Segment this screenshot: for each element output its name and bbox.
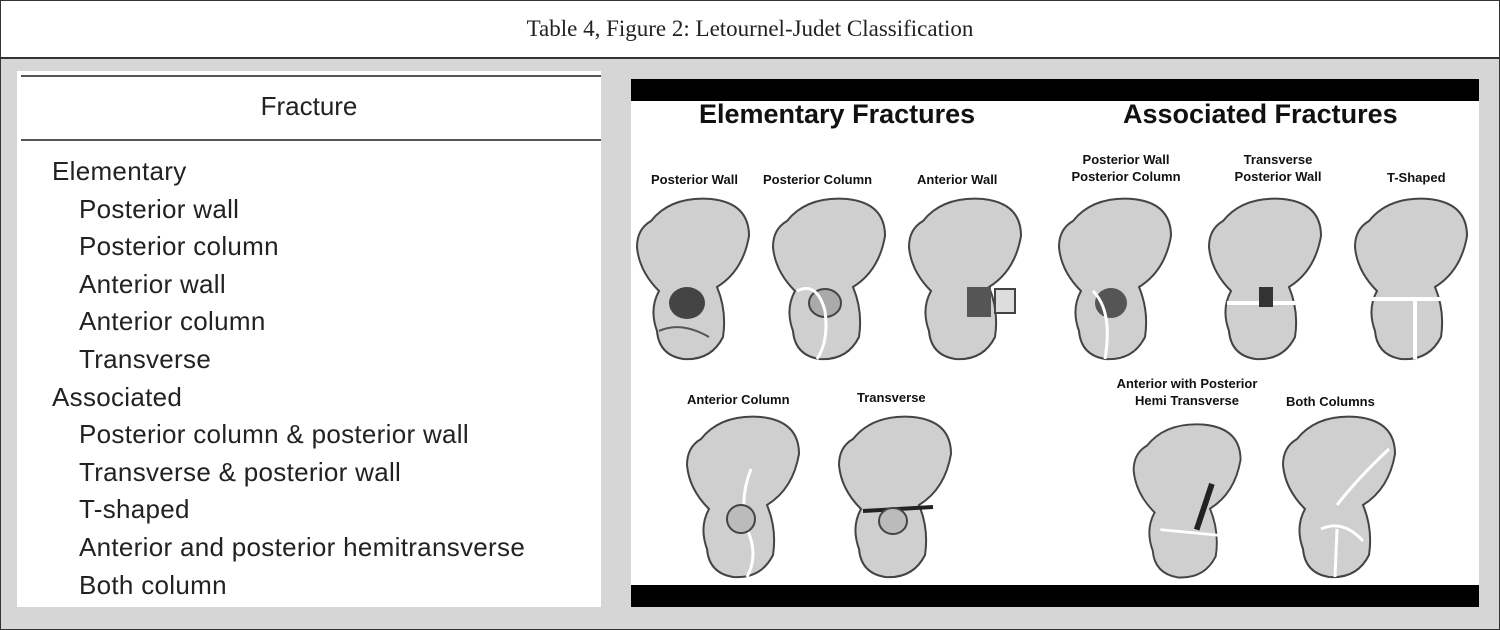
label-line: Transverse [1243,152,1313,167]
label-posterior-column: Posterior Column [763,172,873,187]
associated-fractures-title: Associated Fractures [1123,99,1398,129]
label-line: Posterior Column [1071,169,1181,184]
table-top-rule [21,75,601,77]
label-transverse: Transverse [857,390,926,405]
pelvis-transverse-pw-icon [1203,191,1331,367]
list-item: Posterior column & posterior wall [79,419,469,450]
list-item: Transverse [79,343,212,374]
pelvis-both-columns-icon [1277,409,1405,585]
black-band-bottom [631,585,1479,607]
label-both-columns: Both Columns [1286,394,1375,409]
title-bar [1,1,1499,59]
label-line: Anterior with Posterior [1116,376,1258,391]
pelvis-ant-post-hemi-icon [1125,417,1253,585]
label-ant-post-hemi [1103,375,1271,409]
list-item: Both column [79,569,227,600]
table-rows [17,153,601,604]
pelvis-transverse-icon [833,409,961,585]
pelvis-anterior-wall-icon [903,191,1031,367]
list-item: Transverse & posterior wall [79,456,402,487]
table-header-rule [21,139,601,141]
label-anterior-wall: Anterior Wall [917,172,998,187]
label-anterior-column: Anterior Column [687,392,790,407]
table-header: Fracture [260,91,358,121]
list-item: T-shaped [79,494,190,525]
label-line: Hemi Transverse [1134,393,1240,408]
list-item: Anterior wall [79,268,226,299]
label-line: Posterior Wall [1234,169,1322,184]
pelvis-t-shaped-icon [1349,191,1477,367]
group-elementary: Elementary [52,156,187,186]
list-item: Anterior and posterior hemitransverse [79,531,526,562]
list-item: Posterior column [79,231,279,262]
label-tr-pw [1223,151,1333,185]
label-t-shaped: T-Shaped [1387,170,1446,185]
pelvis-pw-pc-icon [1053,191,1181,367]
group-associated: Associated [52,381,183,412]
list-item: Posterior wall [79,193,240,224]
page-title: Table 4, Figure 2: Letournel-Judet Classification [526,16,974,41]
label-posterior-wall: Posterior Wall [651,172,738,187]
elementary-fractures-title: Elementary Fractures [699,99,976,129]
fracture-illustration [631,79,1479,607]
list-item: Anterior column [79,306,266,337]
classification-table [17,71,601,607]
label-pw-pc [1071,151,1181,185]
label-line: Posterior Wall [1082,152,1170,167]
black-band-top [631,79,1479,101]
pelvis-posterior-column-icon [767,191,895,367]
pelvis-anterior-column-icon [681,409,809,585]
pelvis-posterior-wall-icon [631,191,759,367]
